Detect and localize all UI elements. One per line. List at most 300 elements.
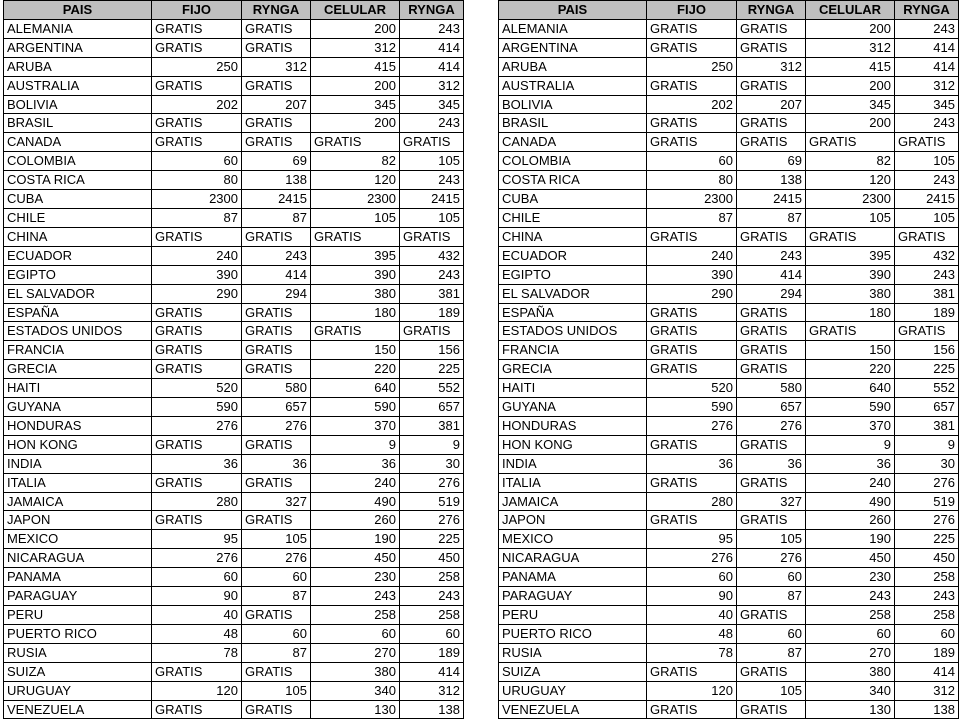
cell-celular: 2300	[311, 190, 400, 209]
table-row	[499, 530, 959, 549]
cell-rynga-celular: 312	[400, 76, 464, 95]
cell-celular: 82	[806, 152, 895, 171]
cell-rynga-celular: 657	[895, 398, 959, 417]
cell-fijo: GRATIS	[647, 76, 737, 95]
cell-pais: GRECIA	[499, 360, 647, 379]
cell-rynga-fijo: GRATIS	[242, 133, 311, 152]
table-row	[499, 227, 959, 246]
cell-pais: EGIPTO	[499, 265, 647, 284]
cell-rynga-fijo: 105	[737, 681, 806, 700]
cell-celular: 415	[311, 57, 400, 76]
cell-rynga-fijo: 294	[242, 284, 311, 303]
cell-rynga-fijo: GRATIS	[737, 76, 806, 95]
cell-rynga-celular: GRATIS	[400, 133, 464, 152]
cell-fijo: GRATIS	[152, 322, 242, 341]
cell-fijo: GRATIS	[647, 511, 737, 530]
table-row	[4, 246, 464, 265]
cell-fijo: 276	[152, 416, 242, 435]
cell-fijo: 87	[152, 208, 242, 227]
cell-celular: 150	[311, 341, 400, 360]
cell-rynga-celular: 243	[895, 19, 959, 38]
cell-rynga-celular: 30	[895, 454, 959, 473]
header-celular: CELULAR	[311, 1, 400, 20]
cell-fijo: 120	[647, 681, 737, 700]
cell-rynga-fijo: 327	[242, 492, 311, 511]
table-row	[4, 379, 464, 398]
cell-rynga-celular: GRATIS	[895, 322, 959, 341]
cell-rynga-fijo: GRATIS	[737, 322, 806, 341]
cell-rynga-fijo: 657	[242, 398, 311, 417]
table-row	[4, 606, 464, 625]
cell-rynga-celular: 105	[895, 152, 959, 171]
cell-fijo: 250	[647, 57, 737, 76]
cell-pais: RUSIA	[4, 643, 152, 662]
cell-pais: RUSIA	[499, 643, 647, 662]
cell-fijo: 290	[152, 284, 242, 303]
cell-rynga-celular: 189	[895, 643, 959, 662]
cell-rynga-fijo: 138	[242, 171, 311, 190]
cell-pais: ARGENTINA	[499, 38, 647, 57]
cell-fijo: GRATIS	[152, 662, 242, 681]
cell-fijo: GRATIS	[647, 114, 737, 133]
cell-rynga-fijo: GRATIS	[737, 435, 806, 454]
table-row	[4, 568, 464, 587]
header-row	[4, 1, 464, 20]
cell-rynga-fijo: 414	[737, 265, 806, 284]
cell-rynga-fijo: GRATIS	[242, 303, 311, 322]
cell-rynga-fijo: 580	[242, 379, 311, 398]
cell-rynga-fijo: GRATIS	[242, 700, 311, 719]
cell-fijo: 276	[647, 549, 737, 568]
cell-pais: NICARAGUA	[499, 549, 647, 568]
cell-fijo: 276	[152, 549, 242, 568]
cell-rynga-celular: 138	[400, 700, 464, 719]
cell-celular: 380	[311, 662, 400, 681]
cell-rynga-celular: 105	[400, 208, 464, 227]
cell-rynga-fijo: 2415	[737, 190, 806, 209]
cell-rynga-fijo: GRATIS	[242, 341, 311, 360]
cell-pais: URUGUAY	[4, 681, 152, 700]
table-row	[499, 662, 959, 681]
cell-pais: COSTA RICA	[4, 171, 152, 190]
cell-rynga-fijo: GRATIS	[737, 227, 806, 246]
cell-pais: ITALIA	[499, 473, 647, 492]
cell-rynga-celular: 243	[400, 587, 464, 606]
header-row	[499, 1, 959, 20]
cell-pais: BRASIL	[499, 114, 647, 133]
cell-rynga-celular: 258	[400, 606, 464, 625]
cell-rynga-fijo: GRATIS	[737, 473, 806, 492]
table-row	[4, 95, 464, 114]
cell-celular: 220	[806, 360, 895, 379]
cell-fijo: GRATIS	[647, 662, 737, 681]
table-row	[499, 171, 959, 190]
cell-pais: ESPAÑA	[4, 303, 152, 322]
cell-fijo: GRATIS	[152, 19, 242, 38]
cell-rynga-fijo: 657	[737, 398, 806, 417]
cell-fijo: GRATIS	[152, 360, 242, 379]
cell-fijo: GRATIS	[647, 322, 737, 341]
header-rynga-fijo: RYNGA	[242, 1, 311, 20]
cell-pais: JAMAICA	[4, 492, 152, 511]
cell-rynga-celular: 189	[400, 643, 464, 662]
cell-rynga-celular: 60	[895, 624, 959, 643]
cell-pais: BOLIVIA	[4, 95, 152, 114]
cell-rynga-celular: 519	[895, 492, 959, 511]
cell-rynga-celular: 156	[400, 341, 464, 360]
cell-rynga-celular: 189	[895, 303, 959, 322]
cell-fijo: 36	[152, 454, 242, 473]
cell-celular: 105	[806, 208, 895, 227]
cell-celular: 9	[806, 435, 895, 454]
cell-pais: AUSTRALIA	[4, 76, 152, 95]
table-row	[499, 435, 959, 454]
cell-rynga-celular: 243	[895, 265, 959, 284]
cell-rynga-fijo: GRATIS	[737, 114, 806, 133]
cell-fijo: 290	[647, 284, 737, 303]
cell-pais: SUIZA	[499, 662, 647, 681]
table-row	[499, 133, 959, 152]
cell-rynga-fijo: 60	[737, 624, 806, 643]
table-row	[4, 38, 464, 57]
cell-fijo: 2300	[152, 190, 242, 209]
table-row	[4, 208, 464, 227]
cell-celular: GRATIS	[311, 133, 400, 152]
cell-celular: 395	[311, 246, 400, 265]
table-row	[499, 114, 959, 133]
table-row	[499, 341, 959, 360]
cell-rynga-fijo: GRATIS	[737, 38, 806, 57]
cell-rynga-celular: 657	[400, 398, 464, 417]
cell-pais: HONDURAS	[4, 416, 152, 435]
cell-pais: CANADA	[499, 133, 647, 152]
table-row	[4, 587, 464, 606]
cell-rynga-celular: 276	[895, 511, 959, 530]
cell-celular: 340	[806, 681, 895, 700]
cell-rynga-fijo: GRATIS	[242, 662, 311, 681]
cell-pais: ARUBA	[499, 57, 647, 76]
table-row	[499, 511, 959, 530]
table-row	[499, 681, 959, 700]
cell-rynga-fijo: 36	[737, 454, 806, 473]
cell-rynga-celular: 138	[895, 700, 959, 719]
cell-pais: CHINA	[4, 227, 152, 246]
table-row	[499, 246, 959, 265]
cell-rynga-celular: 225	[400, 530, 464, 549]
cell-fijo: 87	[647, 208, 737, 227]
cell-pais: PANAMA	[4, 568, 152, 587]
cell-rynga-fijo: GRATIS	[242, 227, 311, 246]
cell-rynga-celular: 414	[895, 38, 959, 57]
cell-celular: 390	[311, 265, 400, 284]
table-row	[4, 435, 464, 454]
cell-rynga-celular: 243	[400, 114, 464, 133]
cell-rynga-fijo: 2415	[242, 190, 311, 209]
cell-rynga-fijo: GRATIS	[737, 133, 806, 152]
cell-celular: 490	[806, 492, 895, 511]
cell-pais: GRECIA	[4, 360, 152, 379]
cell-fijo: GRATIS	[152, 303, 242, 322]
table-row	[4, 190, 464, 209]
cell-rynga-fijo: 69	[242, 152, 311, 171]
table-row	[499, 398, 959, 417]
cell-rynga-celular: 9	[895, 435, 959, 454]
cell-pais: GUYANA	[4, 398, 152, 417]
rates-table-left	[3, 0, 464, 719]
cell-rynga-celular: 414	[895, 57, 959, 76]
cell-celular: 130	[806, 700, 895, 719]
cell-fijo: 95	[647, 530, 737, 549]
cell-rynga-fijo: 294	[737, 284, 806, 303]
cell-rynga-fijo: GRATIS	[242, 473, 311, 492]
cell-pais: HON KONG	[4, 435, 152, 454]
table-row	[499, 624, 959, 643]
cell-celular: GRATIS	[311, 322, 400, 341]
cell-celular: 130	[311, 700, 400, 719]
cell-pais: CHILE	[499, 208, 647, 227]
table-row	[4, 454, 464, 473]
cell-rynga-celular: 225	[400, 360, 464, 379]
cell-fijo: 520	[152, 379, 242, 398]
cell-rynga-celular: 432	[400, 246, 464, 265]
cell-pais: URUGUAY	[499, 681, 647, 700]
table-row	[499, 473, 959, 492]
cell-celular: 240	[806, 473, 895, 492]
cell-fijo: 240	[647, 246, 737, 265]
cell-rynga-celular: 243	[400, 171, 464, 190]
table-row	[4, 303, 464, 322]
cell-celular: 150	[806, 341, 895, 360]
cell-rynga-celular: 381	[400, 416, 464, 435]
cell-pais: SUIZA	[4, 662, 152, 681]
cell-fijo: 60	[152, 152, 242, 171]
cell-celular: 9	[311, 435, 400, 454]
cell-rynga-fijo: GRATIS	[242, 322, 311, 341]
table-row	[4, 57, 464, 76]
table-row	[499, 76, 959, 95]
cell-fijo: 90	[647, 587, 737, 606]
table-row	[499, 303, 959, 322]
cell-rynga-fijo: GRATIS	[737, 662, 806, 681]
cell-fijo: 2300	[647, 190, 737, 209]
cell-rynga-celular: 345	[895, 95, 959, 114]
cell-rynga-fijo: 276	[242, 549, 311, 568]
cell-rynga-fijo: 105	[737, 530, 806, 549]
cell-rynga-celular: 258	[400, 568, 464, 587]
cell-rynga-celular: 414	[400, 38, 464, 57]
cell-celular: 380	[806, 662, 895, 681]
cell-pais: ESPAÑA	[499, 303, 647, 322]
cell-rynga-fijo: GRATIS	[242, 435, 311, 454]
cell-rynga-fijo: 87	[242, 208, 311, 227]
table-row	[499, 322, 959, 341]
cell-rynga-celular: 381	[895, 284, 959, 303]
cell-fijo: 280	[647, 492, 737, 511]
cell-celular: 312	[311, 38, 400, 57]
cell-celular: 36	[806, 454, 895, 473]
cell-rynga-fijo: 105	[242, 681, 311, 700]
table-row	[4, 76, 464, 95]
table-row	[499, 379, 959, 398]
table-row	[4, 492, 464, 511]
cell-rynga-fijo: 138	[737, 171, 806, 190]
cell-rynga-celular: 243	[895, 587, 959, 606]
cell-fijo: 250	[152, 57, 242, 76]
cell-celular: 260	[311, 511, 400, 530]
cell-fijo: 78	[647, 643, 737, 662]
cell-fijo: 80	[152, 171, 242, 190]
cell-fijo: 276	[647, 416, 737, 435]
rates-table	[3, 0, 464, 719]
cell-pais: FRANCIA	[499, 341, 647, 360]
cell-rynga-fijo: 69	[737, 152, 806, 171]
cell-rynga-celular: 258	[895, 568, 959, 587]
cell-pais: JAPON	[4, 511, 152, 530]
cell-pais: ARUBA	[4, 57, 152, 76]
cell-rynga-fijo: 276	[737, 416, 806, 435]
cell-pais: JAMAICA	[499, 492, 647, 511]
cell-celular: 200	[806, 114, 895, 133]
cell-rynga-celular: 9	[400, 435, 464, 454]
cell-pais: HAITI	[499, 379, 647, 398]
header-rynga-celular: RYNGA	[895, 1, 959, 20]
cell-rynga-celular: 381	[400, 284, 464, 303]
header-pais: PAIS	[4, 1, 152, 20]
cell-celular: 60	[311, 624, 400, 643]
cell-rynga-fijo: 60	[737, 568, 806, 587]
cell-rynga-celular: 519	[400, 492, 464, 511]
table-row	[4, 549, 464, 568]
cell-celular: 270	[311, 643, 400, 662]
cell-fijo: GRATIS	[152, 435, 242, 454]
header-fijo: FIJO	[152, 1, 242, 20]
cell-rynga-fijo: 60	[242, 624, 311, 643]
cell-rynga-celular: 105	[895, 208, 959, 227]
cell-pais: AUSTRALIA	[499, 76, 647, 95]
cell-rynga-fijo: 243	[737, 246, 806, 265]
cell-fijo: 590	[152, 398, 242, 417]
cell-fijo: 60	[152, 568, 242, 587]
cell-fijo: 280	[152, 492, 242, 511]
table-row	[4, 133, 464, 152]
cell-pais: INDIA	[499, 454, 647, 473]
cell-pais: CUBA	[499, 190, 647, 209]
cell-rynga-celular: 243	[400, 265, 464, 284]
header-pais: PAIS	[499, 1, 647, 20]
cell-pais: PERU	[499, 606, 647, 625]
cell-fijo: 202	[647, 95, 737, 114]
cell-rynga-celular: 414	[400, 662, 464, 681]
table-row	[4, 700, 464, 719]
cell-fijo: GRATIS	[152, 227, 242, 246]
cell-pais: PARAGUAY	[4, 587, 152, 606]
cell-celular: GRATIS	[806, 227, 895, 246]
table-row	[499, 19, 959, 38]
cell-rynga-celular: 225	[895, 530, 959, 549]
cell-rynga-fijo: GRATIS	[737, 360, 806, 379]
cell-rynga-fijo: 36	[242, 454, 311, 473]
cell-celular: 82	[311, 152, 400, 171]
cell-fijo: 48	[152, 624, 242, 643]
cell-celular: 200	[806, 76, 895, 95]
cell-celular: 230	[311, 568, 400, 587]
table-row	[4, 19, 464, 38]
header-fijo: FIJO	[647, 1, 737, 20]
cell-rynga-celular: 243	[895, 171, 959, 190]
cell-rynga-celular: 552	[895, 379, 959, 398]
table-row	[4, 265, 464, 284]
cell-rynga-celular: 276	[400, 511, 464, 530]
cell-pais: HONDURAS	[499, 416, 647, 435]
cell-rynga-celular: GRATIS	[400, 227, 464, 246]
cell-rynga-celular: 414	[895, 662, 959, 681]
cell-rynga-celular: 414	[400, 57, 464, 76]
table-row	[4, 416, 464, 435]
cell-rynga-fijo: 207	[242, 95, 311, 114]
cell-rynga-fijo: GRATIS	[242, 114, 311, 133]
cell-celular: 258	[806, 606, 895, 625]
table-row	[4, 284, 464, 303]
cell-fijo: GRATIS	[647, 227, 737, 246]
cell-celular: 60	[806, 624, 895, 643]
cell-celular: 243	[806, 587, 895, 606]
cell-fijo: 90	[152, 587, 242, 606]
table-row	[499, 606, 959, 625]
cell-rynga-fijo: GRATIS	[737, 19, 806, 38]
cell-fijo: GRATIS	[647, 341, 737, 360]
table-row	[499, 549, 959, 568]
cell-rynga-fijo: GRATIS	[737, 700, 806, 719]
cell-rynga-celular: GRATIS	[400, 322, 464, 341]
cell-rynga-celular: 60	[400, 624, 464, 643]
cell-rynga-celular: 2415	[400, 190, 464, 209]
cell-fijo: GRATIS	[152, 133, 242, 152]
cell-fijo: 95	[152, 530, 242, 549]
cell-celular: 230	[806, 568, 895, 587]
table-row	[499, 416, 959, 435]
cell-celular: 258	[311, 606, 400, 625]
cell-pais: BOLIVIA	[499, 95, 647, 114]
table-row	[4, 322, 464, 341]
cell-rynga-fijo: 87	[737, 643, 806, 662]
cell-rynga-celular: 450	[400, 549, 464, 568]
cell-rynga-celular: 2415	[895, 190, 959, 209]
cell-celular: 380	[311, 284, 400, 303]
cell-fijo: GRATIS	[647, 303, 737, 322]
cell-pais: ITALIA	[4, 473, 152, 492]
table-row	[499, 700, 959, 719]
cell-pais: MEXICO	[4, 530, 152, 549]
cell-pais: HON KONG	[499, 435, 647, 454]
cell-celular: 390	[806, 265, 895, 284]
cell-fijo: 240	[152, 246, 242, 265]
cell-rynga-celular: 243	[895, 114, 959, 133]
cell-celular: 270	[806, 643, 895, 662]
cell-celular: 345	[311, 95, 400, 114]
cell-pais: GUYANA	[499, 398, 647, 417]
cell-rynga-celular: 432	[895, 246, 959, 265]
cell-rynga-celular: 312	[400, 681, 464, 700]
cell-fijo: GRATIS	[647, 700, 737, 719]
cell-rynga-fijo: 580	[737, 379, 806, 398]
cell-rynga-celular: 381	[895, 416, 959, 435]
cell-pais: COLOMBIA	[4, 152, 152, 171]
table-row	[499, 454, 959, 473]
cell-fijo: 40	[152, 606, 242, 625]
table-row	[4, 152, 464, 171]
cell-pais: JAPON	[499, 511, 647, 530]
table-row	[4, 341, 464, 360]
